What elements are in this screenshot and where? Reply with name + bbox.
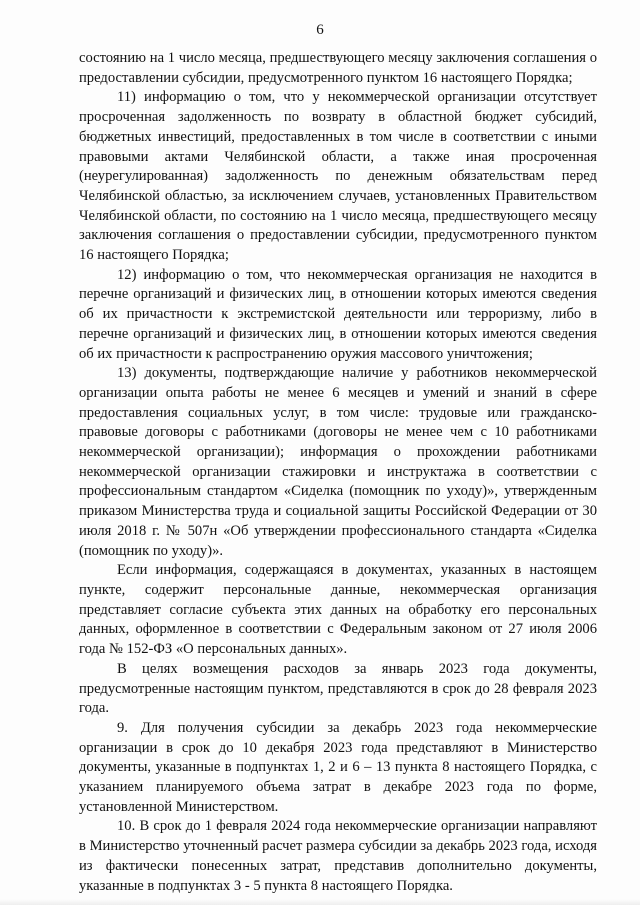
paragraph-point-9: 9. Для получения субсидии за декабрь 2023 года некоммерческие организации в срок до 10 декабря 2023 года представляют в Министерство документы, указанные в подпунктах 1, 2 и 6 – 13 пункта 8 настоящего Порядка, с указанием планируемого объема затрат в декабре 2023 года по форме, установленной Министерством. (79, 719, 597, 815)
paragraph-continuation: состоянию на 1 число месяца, предшествующего месяцу заключения соглашения о предоставлении субсидии, предусмотренного пунктом 16 настоящего Порядка; (79, 50, 597, 86)
paragraph-personal-data: Если информация, содержащаяся в документах, указанных в настоящем пункте, содержит персональные данные, некоммерческая организация представляет согласие субъекта этих данных на обработку его персональных данных, оформленное в соответствии с Федеральным законом от 27 июля 2006 года № 152-ФЗ «О персональных данных». (79, 562, 597, 658)
document-body (79, 49, 597, 896)
paragraph-item-13: 13) документы, подтверждающие наличие у работников некоммерческой организации опыта работы не менее 6 месяцев и умений и знаний в сфере предоставления социальных услуг, в том числе: трудовые или гражданско-правовые договоры с работниками (договоры не менее чем с 10 работниками некоммерческой организации); информация о прохождении работниками некоммерческой организации стажировки и инструктажа в соответствии с профессиональным стандартом «Сиделка (помощник по уходу)», утвержденным приказом Министерства труда и социальной защиты Российской Федерации от 30 июля 2018 г. № 507н «Об утверждении профессионального стандарта «Сиделка (помощник по уходу)». (79, 365, 597, 559)
paragraph-point-10: 10. В срок до 1 февраля 2024 года некоммерческие организации направляют в Министерство уточненный расчет размера субсидии за декабрь 2023 года, исходя из фактически понесенных затрат, представив дополнительно документы, указанные в подпунктах 3 - 5 пункта 8 настоящего Порядка. (79, 818, 597, 894)
paragraph-item-12: 12) информацию о том, что некоммерческая организация не находится в перечне организаций и физических лиц, в отношении которых имеются сведения об их причастности к экстремистской деятельности или терроризму, либо в перечне организаций и физических лиц, в отношении которых имеются сведения об их причастности к распространению оружия массового уничтожения; (79, 266, 597, 362)
paragraph-item-11: 11) информацию о том, что у некоммерческой организации отсутствует просроченная задолженность по возврату в областной бюджет субсидий, бюджетных инвестиций, предоставленных в том числе в соответствии с иными правовыми актами Челябинской области, а также иная просроченная (неурегулированная) задолженность по денежным обязательствам перед Челябинской областью, за исключением случаев, установленных Правительством Челябинской области, по состоянию на 1 число месяца, предшествующего месяцу заключения соглашения о предоставлении субсидии, предусмотренного пунктом 16 настоящего Порядка; (79, 89, 597, 264)
paragraph-january-deadline: В целях возмещения расходов за январь 2023 года документы, предусмотренные настоящим пунктом, представляются в срок до 28 февраля 2023 года. (79, 660, 597, 717)
page-number: 6 (316, 22, 324, 38)
scan-edge (0, 899, 640, 905)
